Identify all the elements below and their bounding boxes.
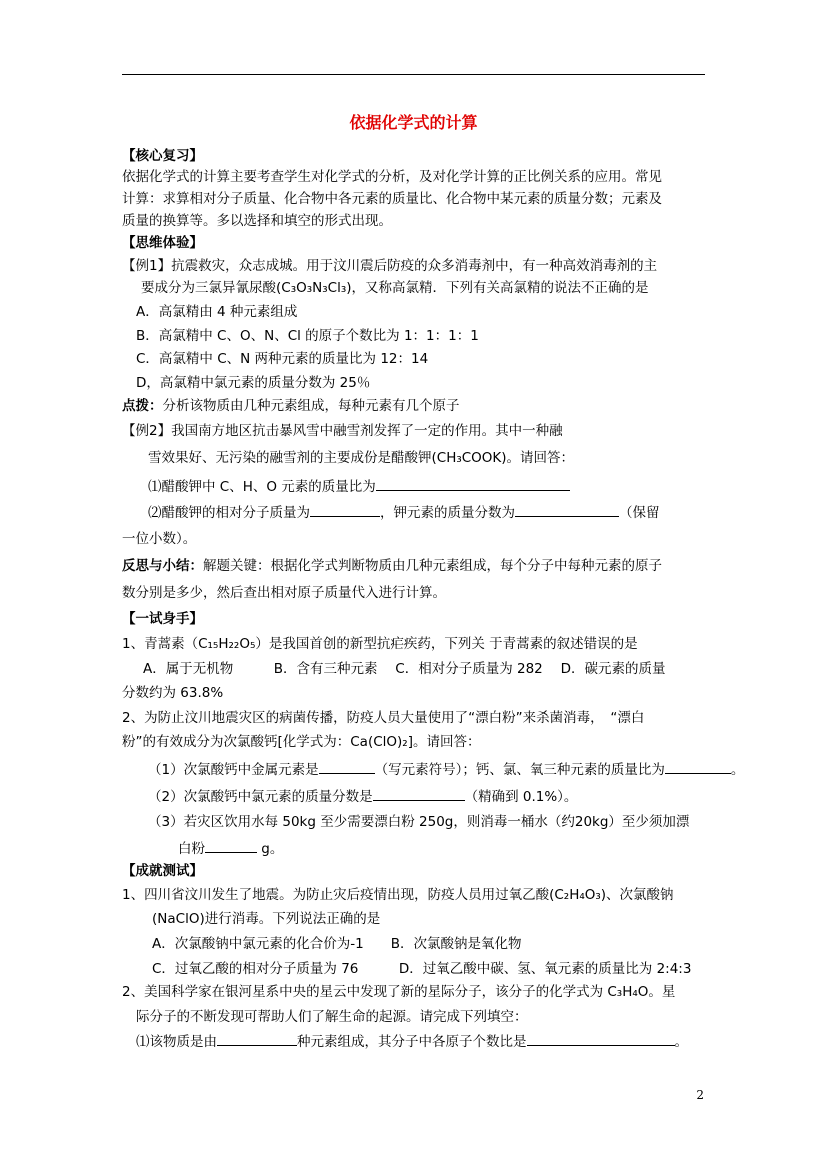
example2-question-1 [148, 476, 570, 497]
example1-option-a: A．高氯精由 4 种元素组成 [136, 304, 298, 320]
section-heading-try: 【一试身手】 [122, 611, 203, 627]
review-line: 计算：求算相对分子质量、化合物中各元素的质量比、化合物中某元素的质量分数；元素及 [122, 191, 662, 207]
example1-option-c: C．高氯精中 C、N 两种元素的质量比为 12：14 [136, 351, 429, 367]
example2-question-2 [148, 502, 660, 523]
review-line: 依据化学式的计算主要考查学生对化学式的分析，及对化学计算的正比例关系的应用。常见 [122, 169, 662, 185]
page-number: 2 [696, 1088, 704, 1102]
document-title: 依据化学式的计算 [349, 113, 478, 132]
answer-blank[interactable] [515, 502, 619, 517]
answer-blank[interactable] [376, 476, 570, 491]
answer-blank[interactable] [319, 759, 375, 774]
answer-blank[interactable] [527, 1031, 675, 1046]
question-text: （保留 [619, 505, 660, 521]
try-q1-options: A．属于无机物 B．含有三种元素 C．相对分子质量为 282 D．碳元素的质量 [143, 661, 666, 677]
example1-option-d: D，高氯精中氯元素的质量分数为 25％ [136, 375, 371, 391]
test-q2-stem: 2、美国科学家在银河星系中央的星云中发现了新的星际分子，该分子的化学式为 C₃H₄O。星 [122, 984, 676, 1000]
test-q1-stem: 1、四川省汶川发生了地震。为防止灾后疫情出现，防疫人员用过氧乙酸(C₂H₄O₃)、次氯酸钠 [122, 887, 674, 903]
try-q2-part-3: （3）若灾区饮用水每 50kg 至少需要漂白粉 250g，则消毒一桶水（约20kg）至少须加漂 [148, 814, 690, 830]
question-text: ⑴醋酸钾中 C、H、O 元素的质量比为 [148, 479, 376, 495]
question-text: 。 [674, 1034, 688, 1050]
header-rule [122, 74, 705, 75]
question-text: （精确到 0.1%）。 [464, 789, 578, 805]
question-text: 种元素组成，其分子中各原子个数比是 [297, 1034, 527, 1050]
hint-line [122, 396, 460, 416]
question-text: （写元素符号）；钙、氯、氧三种元素的质量比为 [374, 762, 665, 778]
example2-stem: 雪效果好、无污染的融雪剂的主要成份是醋酸钾(CH₃COOK)。请回答： [148, 450, 575, 466]
example1-stem: 要成分为三氯异氰尿酸(C₃O₃N₃Cl₃)，又称高氯精．下列有关高氯精的说法不正确的是 [141, 280, 649, 296]
answer-blank[interactable] [373, 786, 465, 801]
try-q2-stem: 粉”的有效成分为次氯酸钙[化学式为：Ca(ClO)₂]。请回答： [122, 734, 481, 750]
try-q1-options-cont: 分数约为 63.8% [122, 685, 224, 701]
hint-label: 点拨： [122, 398, 163, 414]
hint-text: 分析该物质由几种元素组成，每种元素有几个原子 [162, 398, 460, 414]
question-text: 白粉 [178, 841, 205, 857]
reflection-label: 反思与小结： [122, 558, 203, 574]
section-heading-review: 【核心复习】 [122, 148, 203, 164]
answer-blank[interactable] [665, 759, 731, 774]
answer-blank[interactable] [217, 1031, 297, 1046]
example2-question-2-cont: 一位小数）。 [122, 531, 197, 547]
section-heading-test: 【成就测试】 [122, 863, 203, 879]
question-text: （1）次氯酸钙中金属元素是 [148, 762, 319, 778]
try-q1-stem: 1、青蒿素（C₁₅H₂₂O₅）是我国首创的新型抗疟疾药，下列关 于青蒿素的叙述错误的是 [122, 636, 638, 652]
try-q2-stem: 2、为防止汶川地震灾区的病菌传播，防疫人员大量使用了“漂白粉”来杀菌消毒， “漂白 [122, 710, 645, 726]
question-text: g。 [257, 841, 284, 857]
question-text: （2）次氯酸钙中氯元素的质量分数是 [148, 789, 373, 805]
reflection-line [122, 556, 662, 576]
test-q2-part-1 [136, 1031, 688, 1052]
try-q2-part-1 [148, 759, 744, 780]
example1-stem: 【例1】抗震救灾，众志成城。用于汶川震后防疫的众多消毒剂中，有一种高效消毒剂的主 [122, 258, 658, 274]
reflection-line: 数分别是多少，然后查出相对原子质量代入进行计算。 [122, 585, 446, 601]
try-q2-part-3-cont [178, 838, 283, 859]
example1-option-b: B．高氯精中 C、O、N、Cl 的原子个数比为 1：1：1：1 [136, 328, 479, 344]
answer-blank[interactable] [310, 502, 380, 517]
test-q1-options: C．过氧乙酸的相对分子质量为 76 D．过氧乙酸中碳、氢、氧元素的质量比为 2:4:3 [152, 961, 692, 977]
example2-stem: 【例2】我国南方地区抗击暴风雪中融雪剂发挥了一定的作用。其中一种融 [122, 423, 563, 439]
test-q2-stem: 际分子的不断发现可帮助人们了解生命的起源。请完成下列填空： [136, 1009, 528, 1025]
question-text: ，钾元素的质量分数为 [380, 505, 515, 521]
question-text: ⑴该物质是由 [136, 1034, 217, 1050]
try-q2-part-2 [148, 786, 577, 807]
test-q1-stem: (NaClO)进行消毒。下列说法正确的是 [152, 911, 381, 927]
test-q1-options: A．次氯酸钠中氯元素的化合价为-1 B．次氯酸钠是氧化物 [152, 936, 522, 952]
section-heading-think: 【思维体验】 [122, 235, 203, 251]
question-text: ⑵醋酸钾的相对分子质量为 [148, 505, 310, 521]
review-line: 质量的换算等。多以选择和填空的形式出现。 [122, 213, 392, 229]
reflection-text: 解题关键：根据化学式判断物质由几种元素组成，每个分子中每种元素的原子 [203, 558, 662, 574]
answer-blank[interactable] [205, 838, 257, 853]
question-text: 。 [730, 762, 745, 778]
